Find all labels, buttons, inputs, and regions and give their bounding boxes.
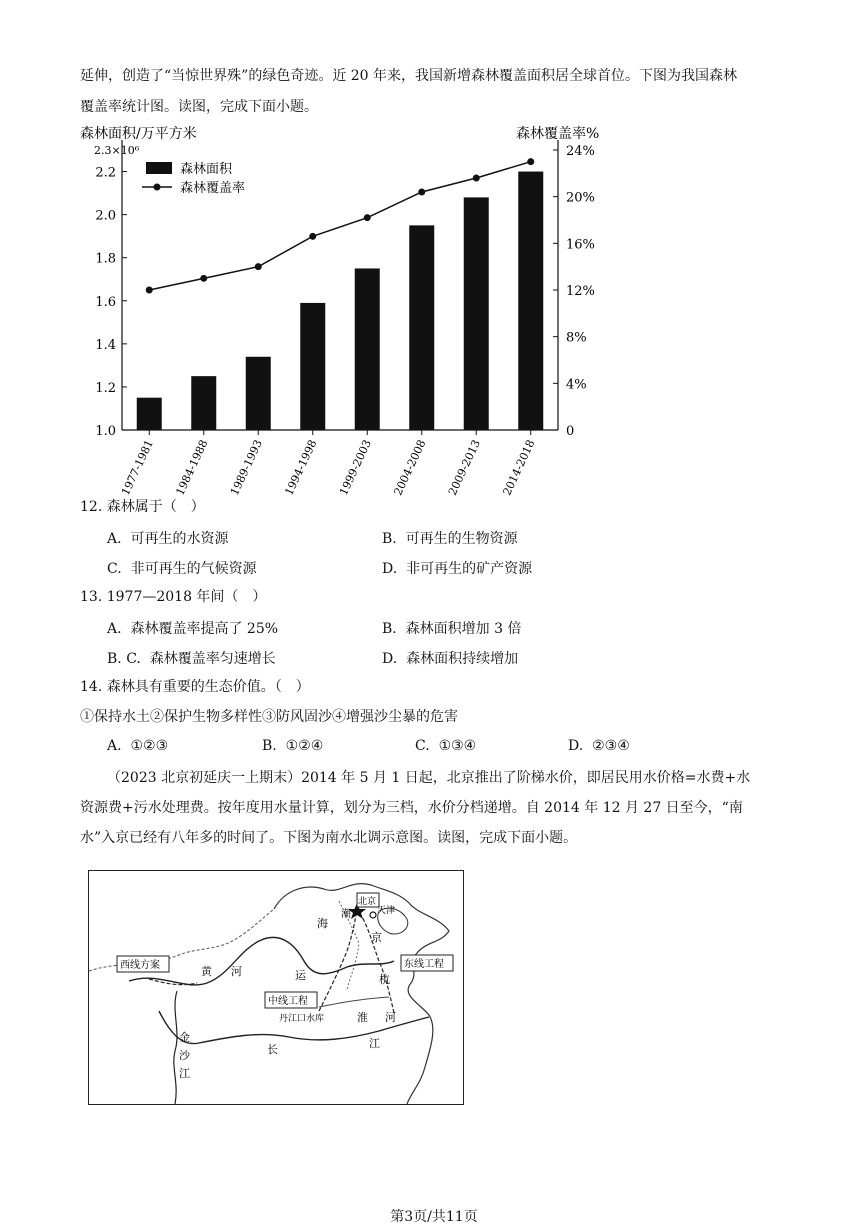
label-hang: 杭 [379,973,390,986]
passage2-line-3: 水”入京已经有八年多的时间了。下图为南水北调示意图。读图，完成下面小题。 [80,830,578,846]
q14-option-a: A. ①②③ [107,738,169,754]
y-tick-label-left: 1.4 [95,337,116,353]
x-tick-label: 1977-1981 [118,437,156,498]
q12-option-a: A. 可再生的水资源 [107,531,229,547]
y-tick-label-left: 1.6 [95,294,116,310]
label-hai: 海 [317,917,328,930]
x-tick-label: 1994-1998 [282,437,320,498]
y-axis-label-right: 森林覆盖率% [516,126,600,142]
question-13-stem [80,587,266,607]
question-number: 13. [80,589,103,605]
point-forest-coverage [364,214,371,221]
question-text: 森林具有重要的生态价值。（ ） [106,679,310,695]
q13-option-c: B. C. 森林覆盖率匀速增长 [107,651,276,667]
question-12-stem [80,497,205,517]
label-huai: 淮 [357,1011,368,1024]
bar-forest-area [355,268,380,430]
q13-option-b: B. 森林面积增加 3 倍 [382,621,522,637]
label-yun: 运 [295,969,306,982]
south-north-water-map [88,870,464,1105]
passage2-line-1: （2023 北京初延庆一上期末）2014 年 5 月 1 日起，北京推出了阶梯水价，即居民用水价格=水费+水 [107,770,751,786]
x-tick-label: 2004-2008 [391,437,429,498]
label-west-route: 西线方案 [120,960,160,971]
point-forest-coverage [527,158,534,165]
label-jiang: 江 [179,1067,190,1080]
question-number: 14. [80,679,103,695]
question-14-statements: ①保持水土②保护生物多样性③防风固沙④增强沙尘暴的危害 [80,709,458,725]
y-tick-label-right: 12% [566,284,595,299]
q12-option-d: D. 非可再生的矿产资源 [382,561,533,577]
y-axis-top-label: 2.3×10⁶ [94,144,140,157]
label-chang: 长 [267,1043,278,1056]
passage2-line-2: 资源费+污水处理费。按年度用水量计算，划分为三档，水价分档递增。自 2014 年 12 月 27 日至今，“南 [80,800,743,816]
label-jin: 金 [179,1031,190,1044]
label-middle-route: 中线工程 [268,996,308,1007]
bar-forest-area [246,357,271,430]
question-text: 森林属于（ ） [106,499,205,515]
question-14-stem [80,677,310,697]
page-footer: 第3页/共11页 [390,1209,478,1225]
point-forest-coverage [255,263,262,270]
map-drawing [89,871,463,1104]
legend-swatch-bar [146,162,172,174]
y-tick-label-left: 2.0 [95,208,116,224]
bar-forest-area [137,398,162,430]
q13-option-d: D. 森林面积持续增加 [382,651,519,667]
label-east-route: 东线工程 [404,959,444,970]
label-jing: 京 [371,931,382,944]
y-tick-label-left: 1.2 [95,380,116,396]
intro-line-2: 覆盖率统计图。读图，完成下面小题。 [80,99,318,115]
y-tick-label-left: 2.2 [95,165,116,181]
q14-option-b: B. ①②④ [262,738,324,754]
legend-label-bar: 森林面积 [180,162,233,177]
y-tick-label-right: 0 [566,424,575,439]
y-tick-label-right: 4% [566,377,587,393]
y-tick-label-left: 1.0 [95,424,116,439]
x-tick-label: 1989-1993 [227,437,265,498]
label-sha: 沙 [179,1049,190,1062]
label-he: 河 [231,965,242,978]
point-forest-coverage [200,275,207,282]
bar-forest-area [191,376,216,430]
point-forest-coverage [146,287,153,294]
q14-option-c: C. ①③④ [415,738,477,754]
q13-option-a: A. 森林覆盖率提高了 25% [107,621,279,637]
point-forest-coverage [473,175,480,182]
legend-label-line: 森林覆盖率 [180,181,246,196]
q12-option-b: B. 可再生的生物资源 [382,531,518,547]
y-tick-label-right: 16% [566,237,595,253]
y-tick-label-right: 24% [566,144,595,159]
q12-option-c: C. 非可再生的气候资源 [107,561,257,577]
label-huang: 黄 [201,965,212,978]
label-jiang2: 江 [369,1037,380,1050]
y-tick-label-right: 8% [566,330,587,346]
bar-forest-area [409,225,434,430]
label-danjiangkou: 丹江口水库 [279,1014,325,1024]
x-tick-label: 2014-2018 [500,437,538,498]
bar-forest-area [518,172,543,430]
y-tick-label-left: 1.8 [95,251,116,267]
bar-forest-area [300,303,325,430]
label-chao: 潮 [341,909,351,920]
legend-swatch-point [154,184,161,191]
y-tick-label-right: 20% [566,190,595,206]
label-beijing: 北京 [358,897,377,907]
point-forest-coverage [309,233,316,240]
x-tick-label: 1984-1988 [173,437,211,498]
label-he2: 河 [385,1011,396,1024]
q14-option-d: D. ②③④ [568,738,630,754]
point-forest-coverage [418,189,425,196]
x-tick-label: 2009-2013 [445,437,483,498]
bar-forest-area [464,197,489,430]
question-text: 1977—2018 年间（ ） [106,589,267,605]
label-tianjin: 天津 [377,906,396,916]
y-axis-label-left: 森林面积/万平方米 [80,126,197,142]
intro-line-1: 延伸，创造了“当惊世界殊”的绿色奇迹。近 20 年来，我国新增森林覆盖面积居全球首位。下图为我国森林 [80,68,738,84]
question-number: 12. [80,499,103,515]
x-tick-label: 1999-2003 [336,437,374,498]
